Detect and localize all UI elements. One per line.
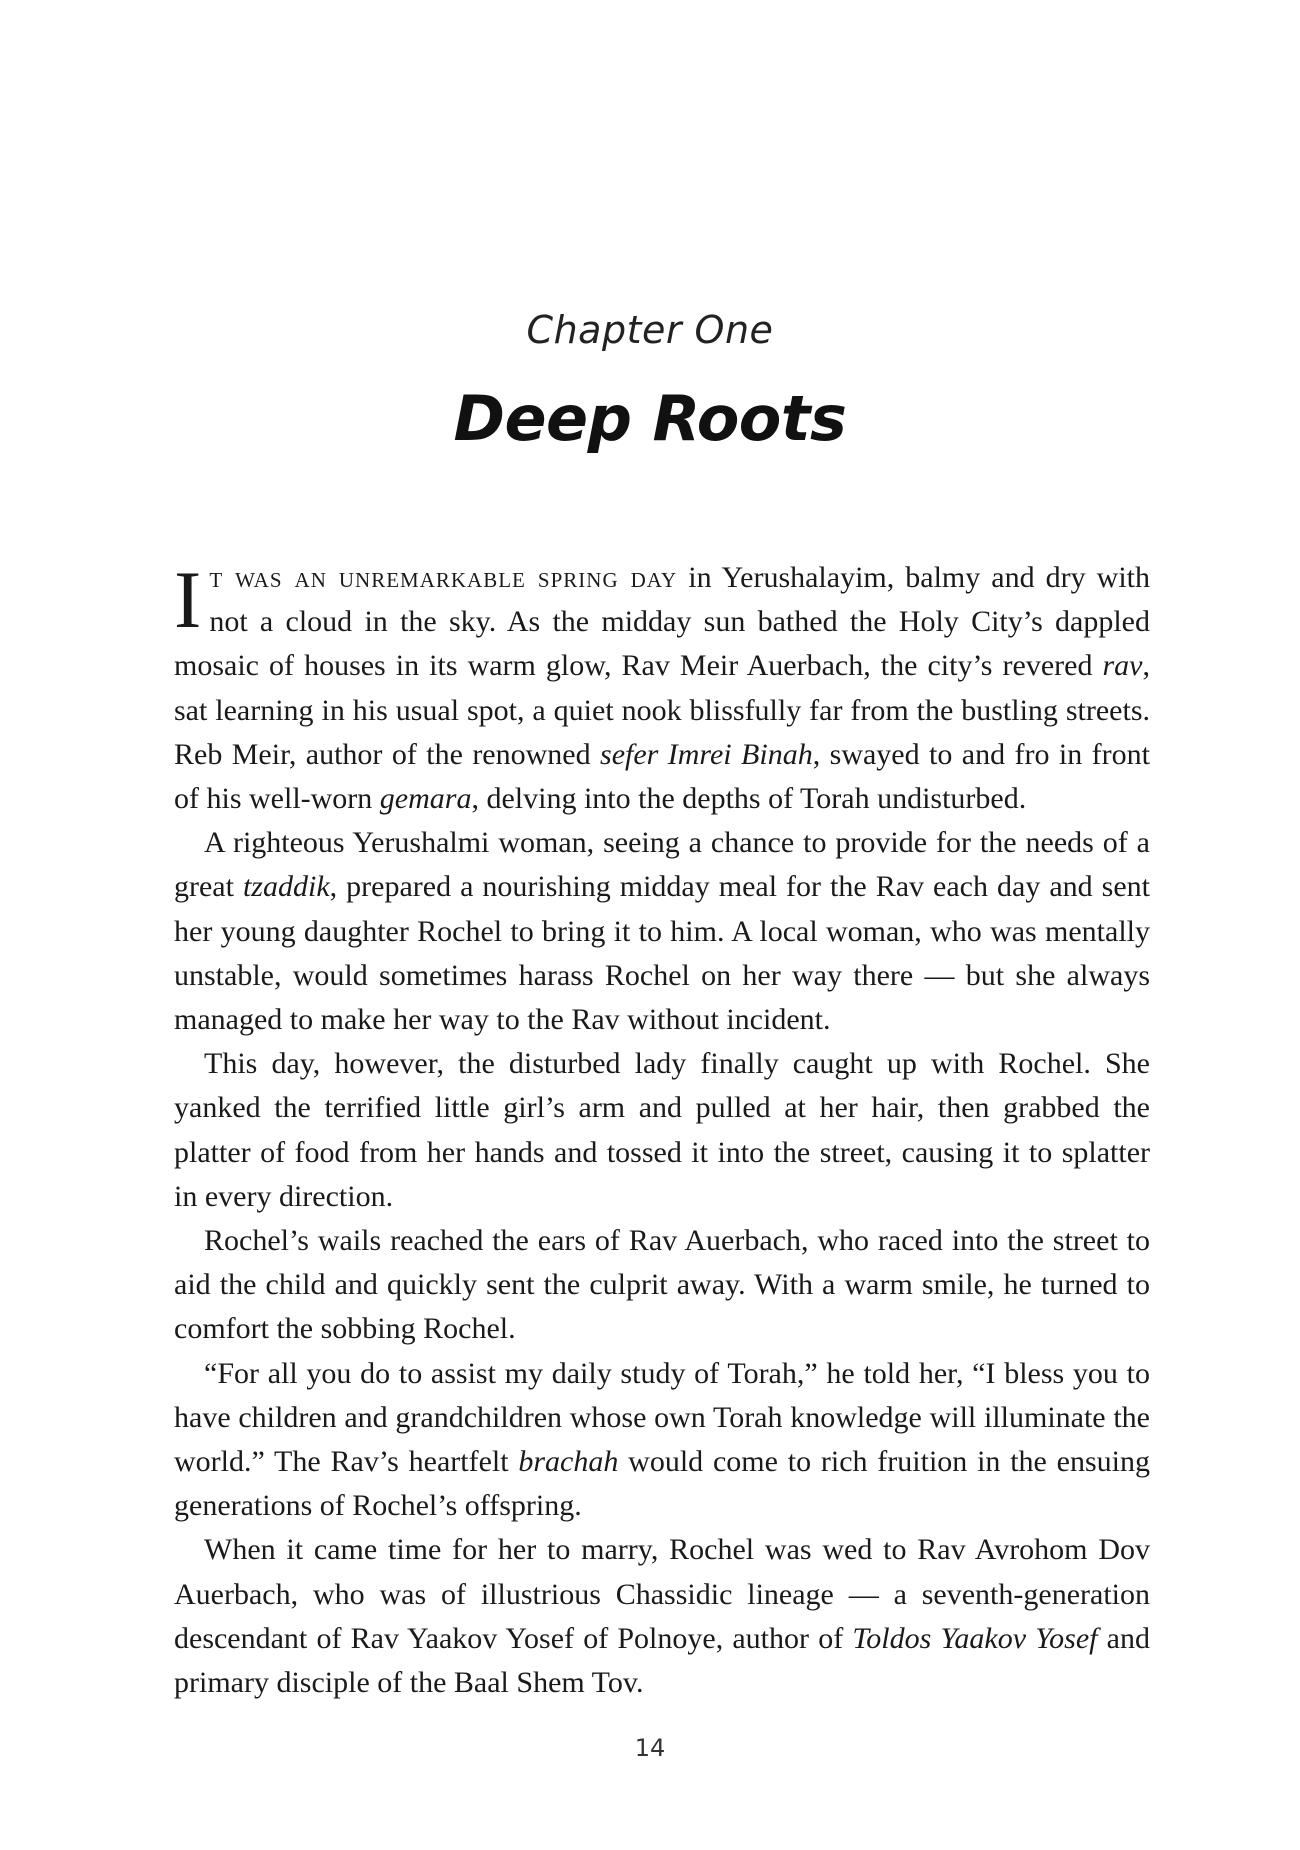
text-run: in Yerushalayim, balmy and dry with not a cloud in the sky. As the midday sun bathed the Holy City’s dappled mosaic of houses in its warm glow, Rav Meir Auerbach, the city’s revered [174, 561, 1150, 683]
chapter-body [174, 556, 1150, 1705]
italic-title: Toldos Yaakov Yosef [852, 1621, 1098, 1655]
paragraph-2 [174, 821, 1150, 1042]
italic-term: gemara [379, 782, 472, 816]
opening-small-caps: t was an unremarkable spring day [209, 561, 678, 594]
text-run: When it came time for her to marry, Rochel was wed to Rav Avrohom Dov Auerbach, who was of illustrious Chassidic lineage — a seventh-generation descendant of Rav Yaakov Yosef of Polnoye, author of [174, 1533, 1150, 1655]
text-run: would come to rich fruition in the ensuing generations of Rochel’s offspring. [174, 1445, 1150, 1523]
text-run: , prepared a nourishing midday meal for the Rav each day and sent her young daughter Rochel to bring it to him. A local woman, who was mentally unstable, would sometimes harass Rochel on her way there — but she always managed to make her way to the Rav without incident. [174, 870, 1150, 1037]
text-run: “For all you do to assist my daily study of Torah,” he told her, “I bless you to have children and grandchildren whose own Torah knowledge will illuminate the world.” The Rav’s heartfelt [174, 1356, 1150, 1479]
paragraph-6 [174, 1528, 1150, 1705]
paragraph-1 [174, 556, 1150, 821]
drop-cap: I [174, 554, 202, 645]
italic-term: sefer Imrei Binah [600, 737, 813, 771]
italic-term: tzaddik [242, 870, 330, 904]
italic-term: rav [1102, 649, 1143, 683]
text-run: , swayed to and fro in front of his well-worn [174, 737, 1150, 816]
text-run: , delving into the depths of Torah undisturbed. [471, 782, 1027, 816]
text-run: and primary disciple of the Baal Shem Tov. [174, 1621, 1150, 1700]
chapter-label: Chapter One [526, 308, 774, 352]
paragraph-5 [174, 1352, 1150, 1529]
page-number: 14 [634, 1734, 666, 1762]
text-run: , sat learning in his usual spot, a quiet nook blissfully far from the bustling streets. Reb Meir, author of the renowned [174, 649, 1150, 771]
text-run: A righteous Yerushalmi woman, seeing a chance to provide for the needs of a great [174, 826, 1150, 904]
paragraph-4: Rochel’s wails reached the ears of Rav Auerbach, who raced into the street to aid the child and quickly sent the culprit away. With a warm smile, he turned to comfort the sobbing Rochel. [174, 1224, 1150, 1346]
chapter-title: Deep Roots [453, 382, 847, 455]
italic-term: brachah [518, 1445, 619, 1479]
paragraph-3: This day, however, the disturbed lady finally caught up with Rochel. She yanked the terrified little girl’s arm and pulled at her hair, then grabbed the platter of food from her hands and tossed it into the street, causing it to splatter in every direction. [174, 1047, 1150, 1213]
